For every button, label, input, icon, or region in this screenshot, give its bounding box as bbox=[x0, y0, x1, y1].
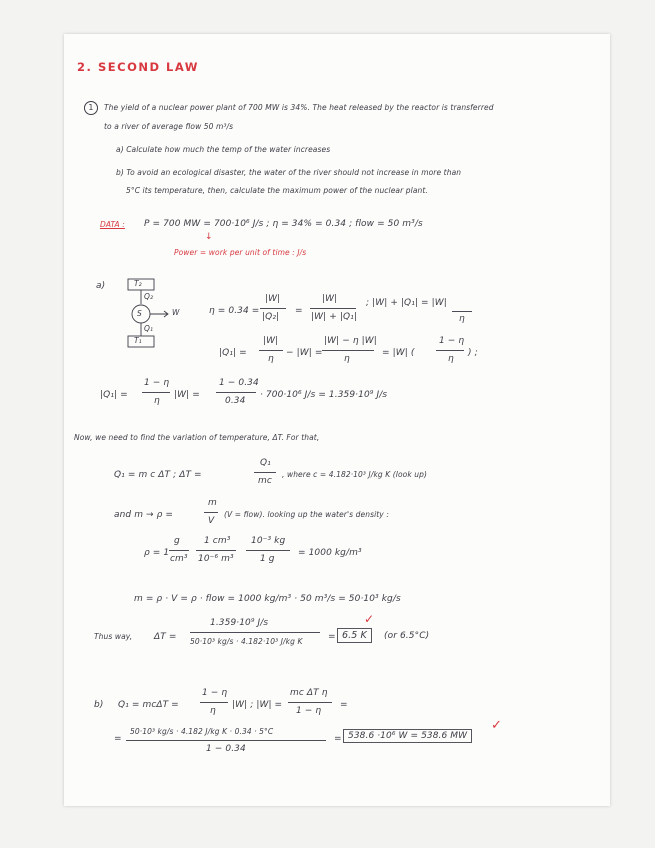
notebook-page bbox=[64, 34, 610, 806]
part-b-label: b) bbox=[94, 700, 104, 710]
part-b2-num: 50·10³ kg/s · 4.182 J/kg K · 0.34 · 5°C bbox=[130, 727, 274, 736]
part-b2-result: 538.6 ·10⁶ W = 538.6 MW bbox=[343, 729, 472, 743]
check-icon-a: ✓ bbox=[364, 612, 375, 626]
part-b2-den: 1 − 0.34 bbox=[206, 744, 246, 754]
part-b-num-1: 1 − η bbox=[202, 688, 228, 698]
q1-lhs: |Q₁| = bbox=[219, 348, 247, 358]
delta-t-result: 6.5 K bbox=[337, 628, 372, 643]
rho-den-1: cm³ bbox=[170, 554, 188, 564]
q1-mid: − |W| = bbox=[286, 348, 323, 358]
specific-heat-note: , where c = 4.182·10³ J/kg K (look up) bbox=[282, 470, 427, 479]
part-a-question: a) Calculate how much the temp of the water increases bbox=[116, 145, 331, 154]
delta-t-lhs: ΔT = bbox=[154, 632, 177, 642]
part-b2-eq-sign: = bbox=[114, 734, 122, 744]
problem-statement-line-1: The yield of a nuclear power plant of 700 MW is 34%. The heat released by the reactor is transferred bbox=[104, 103, 494, 112]
rho-num: m bbox=[208, 498, 217, 508]
q1-den-2: η bbox=[344, 354, 350, 364]
part-a-label: a) bbox=[96, 281, 106, 291]
part-b-eq: = bbox=[340, 700, 348, 710]
engine-label: S bbox=[137, 309, 142, 318]
calc-den-2: 0.34 bbox=[225, 396, 246, 406]
q1-den-3: η bbox=[448, 354, 454, 364]
part-b-question-line-1: b) To avoid an ecological disaster, the water of the river should not increase in more than bbox=[116, 168, 462, 177]
heat-engine-diagram bbox=[64, 34, 610, 806]
cold-reservoir-label: T₁ bbox=[134, 336, 142, 345]
part-b-w: |W| ; |W| = bbox=[232, 700, 283, 710]
rho-den-2: 10⁻⁶ m³ bbox=[198, 554, 234, 564]
eta-num-2: |W| bbox=[322, 294, 338, 304]
calc-lhs: |Q₁| = bbox=[100, 390, 128, 400]
part-b-lhs: Q₁ = mcΔT = bbox=[118, 700, 179, 710]
problem-number: 1 bbox=[84, 101, 98, 115]
check-icon-b: ✓ bbox=[491, 718, 502, 733]
calc-den-1: η bbox=[154, 396, 160, 406]
data-label: DATA : bbox=[100, 220, 125, 229]
section-title: SECOND LAW bbox=[98, 60, 199, 74]
q1-num-1: |W| bbox=[263, 336, 279, 346]
q1-den-1: η bbox=[268, 354, 274, 364]
q1-end: ) ; bbox=[468, 348, 478, 358]
calc-num-1: 1 − η bbox=[144, 378, 170, 388]
calc-result: · 700·10⁶ J/s = 1.359·10⁹ J/s bbox=[260, 390, 388, 400]
mass-lhs: and m → ρ = bbox=[114, 510, 174, 520]
eta-num-1: |W| bbox=[265, 294, 281, 304]
rho-den: V bbox=[208, 516, 215, 526]
q1-num-3: 1 − η bbox=[439, 336, 465, 346]
q1-num-2: |W| − η |W| bbox=[324, 336, 377, 346]
delta-t-den: 50·10³ kg/s · 4.182·10³ J/kg K bbox=[190, 637, 303, 646]
power-note: Power = work per unit of time : J/s bbox=[174, 248, 307, 257]
rho-result: = 1000 kg/m³ bbox=[298, 548, 362, 558]
efficiency-lhs: η = 0.34 = bbox=[209, 306, 260, 316]
eta-den-1: |Q₂| bbox=[262, 312, 280, 322]
rho-num-2: 1 cm³ bbox=[204, 536, 231, 546]
rho-den-3: 1 g bbox=[260, 554, 275, 564]
mass-calculation: m = ρ · V = ρ · flow = 1000 kg/m³ · 50 m³/s = 50·10³ kg/s bbox=[134, 594, 401, 604]
rho-lhs: ρ = 1 bbox=[144, 548, 170, 558]
delta-t-eq: = bbox=[328, 632, 336, 642]
part-b-den-1: η bbox=[210, 706, 216, 716]
eta-rhs-den: η bbox=[459, 314, 465, 324]
rho-num-1: g bbox=[174, 536, 180, 546]
dt-formula-lhs: Q₁ = m c ΔT ; ΔT = bbox=[114, 470, 202, 480]
heat-in-label: Q₂ bbox=[144, 292, 154, 301]
part-b2-eq: = bbox=[334, 734, 342, 744]
variation-intro: Now, we need to find the variation of temperature, ΔT. For that, bbox=[74, 433, 320, 442]
delta-t-alt: (or 6.5°C) bbox=[384, 631, 430, 641]
rho-num-3: 10⁻³ kg bbox=[251, 536, 286, 546]
part-b-question-line-2: 5°C its temperature, then, calculate the maximum power of the nuclear plant. bbox=[126, 186, 428, 195]
part-b-num-2: mc ΔT η bbox=[290, 688, 328, 698]
down-arrow-icon: ↓ bbox=[205, 232, 213, 242]
section-number: 2. bbox=[77, 60, 93, 74]
eta-eq: = bbox=[295, 306, 303, 316]
hot-reservoir-label: T₂ bbox=[134, 279, 142, 288]
thus-way: Thus way, bbox=[94, 632, 133, 641]
eta-rhs: ; |W| + |Q₁| = |W| bbox=[366, 298, 447, 308]
calc-w: |W| = bbox=[174, 390, 200, 400]
dt-num: Q₁ bbox=[260, 458, 271, 468]
eta-den-2: |W| + |Q₁| bbox=[311, 312, 357, 322]
work-label: W bbox=[172, 308, 180, 317]
data-values: P = 700 MW = 700·10⁶ J/s ; η = 34% = 0.34 ; flow = 50 m³/s bbox=[144, 219, 423, 229]
calc-num-2: 1 − 0.34 bbox=[219, 378, 259, 388]
delta-t-num: 1.359·10⁹ J/s bbox=[210, 618, 269, 628]
part-b-den-2: 1 − η bbox=[296, 706, 322, 716]
problem-statement-line-2: to a river of average flow 50 m³/s bbox=[104, 122, 234, 131]
dt-den: mc bbox=[258, 476, 272, 486]
q1-mid-2: = |W| ( bbox=[382, 348, 415, 358]
heat-out-label: Q₁ bbox=[144, 324, 154, 333]
density-note: (V = flow). looking up the water's density : bbox=[224, 510, 389, 519]
